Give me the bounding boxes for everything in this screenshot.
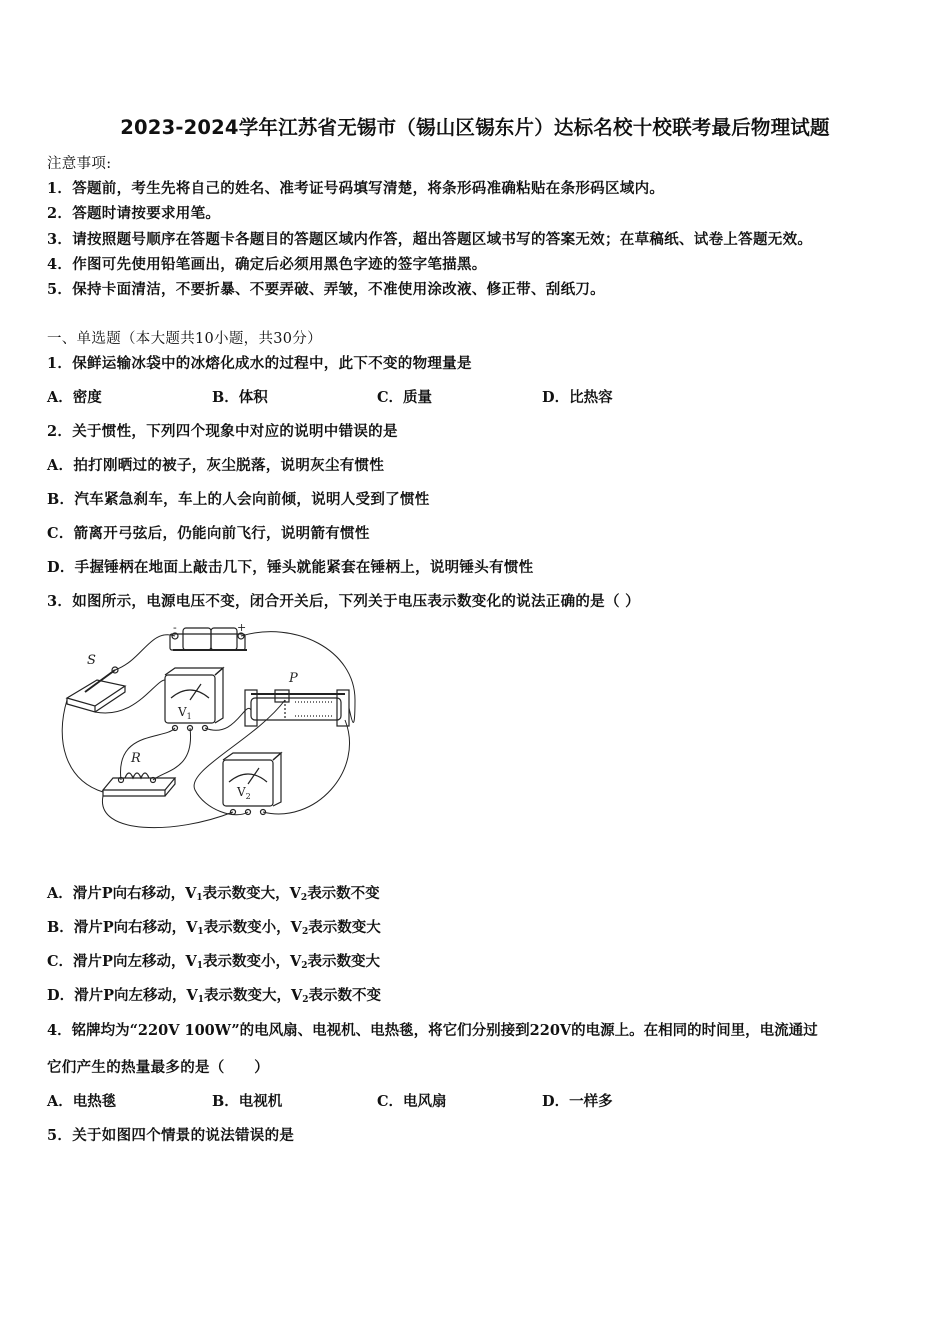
question-4-stem-line1: 4．铭牌均为“220V 100W”的电风扇、电视机、电热毯，将它们分别接到220V的电源上。在相同的时间里，电流通过 [47,1022,818,1039]
resistor-label: R [131,751,141,766]
q1-option-c: C．质量 [377,389,433,406]
q3-option-b: B．滑片P向右移动，$V_1$表示数变小，$V_2$表示数变大 [47,919,381,937]
q2-option-c: C．箭离开弓弦后，仍能向前飞行，说明箭有惯性 [47,525,370,542]
notice-item: 5．保持卡面清洁，不要折暴、不要弄破、弄皱，不准使用涂改液、修正带、刮纸刀。 [47,281,605,298]
circuit-figure [55,620,365,845]
q1-option-a: A．密度 [47,389,102,406]
section-heading: 一、单选题（本大题共10小题，共30分） [47,331,322,347]
question-3-stem: 3．如图所示，电源电压不变，闭合开关后，下列关于电压表示数变化的说法正确的是（ ） [47,593,640,610]
notice-item: 1．答题前，考生先将自己的姓名、准考证号码填写清楚，将条形码准确粘贴在条形码区域内。 [47,180,665,197]
q2-option-b: B．汽车紧急刹车，车上的人会向前倾，说明人受到了惯性 [47,491,430,508]
q2-option-d: D．手握锤柄在地面上敲击几下，锤头就能紧套在锤柄上，说明锤头有惯性 [47,559,534,576]
question-2-stem: 2．关于惯性，下列四个现象中对应的说明中错误的是 [47,423,398,440]
q1-option-d: D．比热容 [542,389,613,406]
notice-item: 3．请按照题号顺序在答题卡各题目的答题区域内作答，超出答题区域书写的答案无效；在草稿纸、试卷上答题无效。 [47,231,813,248]
notice-heading: 注意事项: [47,156,112,172]
q4-option-a: A．电热毯 [47,1093,117,1110]
notice-item: 2．答题时请按要求用笔。 [47,205,221,222]
question-5-stem: 5．关于如图四个情景的说法错误的是 [47,1127,295,1144]
slider-label: P [289,671,298,686]
v1-label: $V_1$ [178,705,192,721]
notice-item: 4．作图可先使用铅笔画出，确定后必须用黑色字迹的签字笔描黑。 [47,256,487,273]
voltmeter-v2-icon [223,753,281,815]
battery-icon [170,628,247,650]
question-1-stem: 1．保鲜运输冰袋中的冰熔化成水的过程中，此下不变的物理量是 [47,355,472,372]
switch-label: S [87,653,96,668]
q3-option-d: D．滑片P向左移动，$V_1$表示数变大，$V_2$表示数不变 [47,987,382,1005]
question-4-stem-line2: 它们产生的热量最多的是（ ） [47,1059,269,1076]
battery-plus-label: + [237,621,247,634]
battery-minus-label: - [173,621,177,634]
q4-option-c: C．电风扇 [377,1093,447,1110]
v2-label: $V_2$ [237,785,251,801]
q4-option-b: B．电视机 [212,1093,283,1110]
voltmeter-v1-icon [165,668,223,731]
circuit-wires [62,632,355,828]
resistor-icon [103,773,175,796]
page-title: 2023-2024学年江苏省无锡市（锡山区锡东片）达标名校十校联考最后物理试题 [120,116,830,139]
q3-option-a: A．滑片P向右移动，$V_1$表示数变大，$V_2$表示数不变 [47,885,380,903]
q2-option-a: A．拍打刚晒过的被子，灰尘脱落，说明灰尘有惯性 [47,457,385,474]
q3-option-c: C．滑片P向左移动，$V_1$表示数变小，$V_2$表示数变大 [47,953,380,971]
switch-icon [67,667,125,712]
q1-option-b: B．体积 [212,389,268,406]
rheostat-icon [245,690,349,726]
q4-option-d: D．一样多 [542,1093,613,1110]
